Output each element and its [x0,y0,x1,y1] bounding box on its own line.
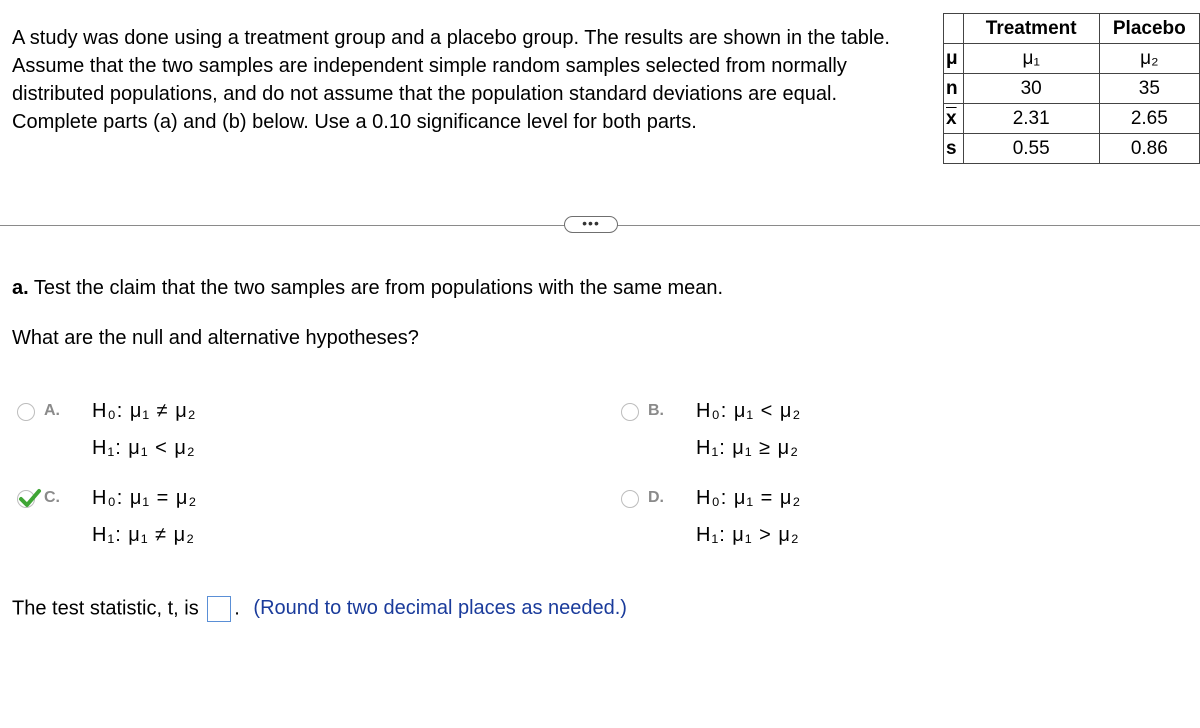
table-cell: 0.55 [963,134,1099,164]
check-icon [17,487,43,511]
table-cell: μ₁ [963,44,1099,74]
table-row [944,104,1200,134]
row-label-mu: μ [944,44,964,74]
part-a-title [12,277,723,300]
option-letter: C. [44,489,60,506]
rounding-hint: (Round to two decimal places as needed.) [253,597,627,620]
option-b[interactable] [621,400,921,470]
option-h0: H₀: μ₁ < μ₂ [696,400,802,422]
option-h0: H₀: μ₁ = μ₂ [696,487,802,509]
test-statistic-period: . [234,597,240,620]
option-h0: H₀: μ₁ = μ₂ [92,487,198,509]
problem-statement: A study was done using a treatment group and a placebo group. The results are shown in the table. Assume that the two samples are independent simple random samples selected from normally distributed populations, and do not assume that the population standard deviations are equal. Complete parts (a) and (b) below. Use a 0.10 significance level for both parts. [12,27,890,133]
table-header-placebo: Placebo [1099,14,1199,44]
row-label-s: s [944,134,964,164]
option-h1: H₁: μ₁ ≠ μ₂ [92,524,195,546]
row-label-n: n [944,74,964,104]
data-table [943,13,1200,164]
table-header-treatment: Treatment [963,14,1099,44]
table-cell: 35 [1099,74,1199,104]
table-cell: 2.31 [963,104,1099,134]
table-row [944,44,1200,74]
row-label-xbar: $\overline{x}$ [944,104,964,134]
option-h1: H₁: μ₁ > μ₂ [696,524,800,546]
part-a-text: Test the claim that the two samples are from populations with the same mean. [28,277,724,299]
table-cell: 0.86 [1099,134,1199,164]
radio-button[interactable] [621,403,639,421]
table-header-row [944,14,1200,44]
more-button[interactable]: ••• [564,216,618,233]
option-a[interactable] [17,400,317,470]
part-a-prefix: a. [12,277,29,299]
table-row [944,134,1200,164]
table-cell: 2.65 [1099,104,1199,134]
test-statistic-line [12,596,627,622]
table-cell: 30 [963,74,1099,104]
table-corner-cell [944,14,964,44]
option-h0: H₀: μ₁ ≠ μ₂ [92,400,197,422]
test-statistic-input[interactable] [207,596,231,622]
hypotheses-question: What are the null and alternative hypotheses? [12,327,419,349]
table-cell: μ₂ [1099,44,1199,74]
option-d[interactable] [621,487,921,557]
table-row [944,74,1200,104]
option-h1: H₁: μ₁ ≥ μ₂ [696,437,799,459]
option-letter: B. [648,402,664,419]
option-letter: A. [44,402,60,419]
test-statistic-label: The test statistic, t, is [12,597,199,620]
option-c[interactable] [17,487,317,557]
radio-button[interactable] [621,490,639,508]
option-letter: D. [648,489,664,506]
radio-button[interactable] [17,403,35,421]
option-h1: H₁: μ₁ < μ₂ [92,437,196,459]
